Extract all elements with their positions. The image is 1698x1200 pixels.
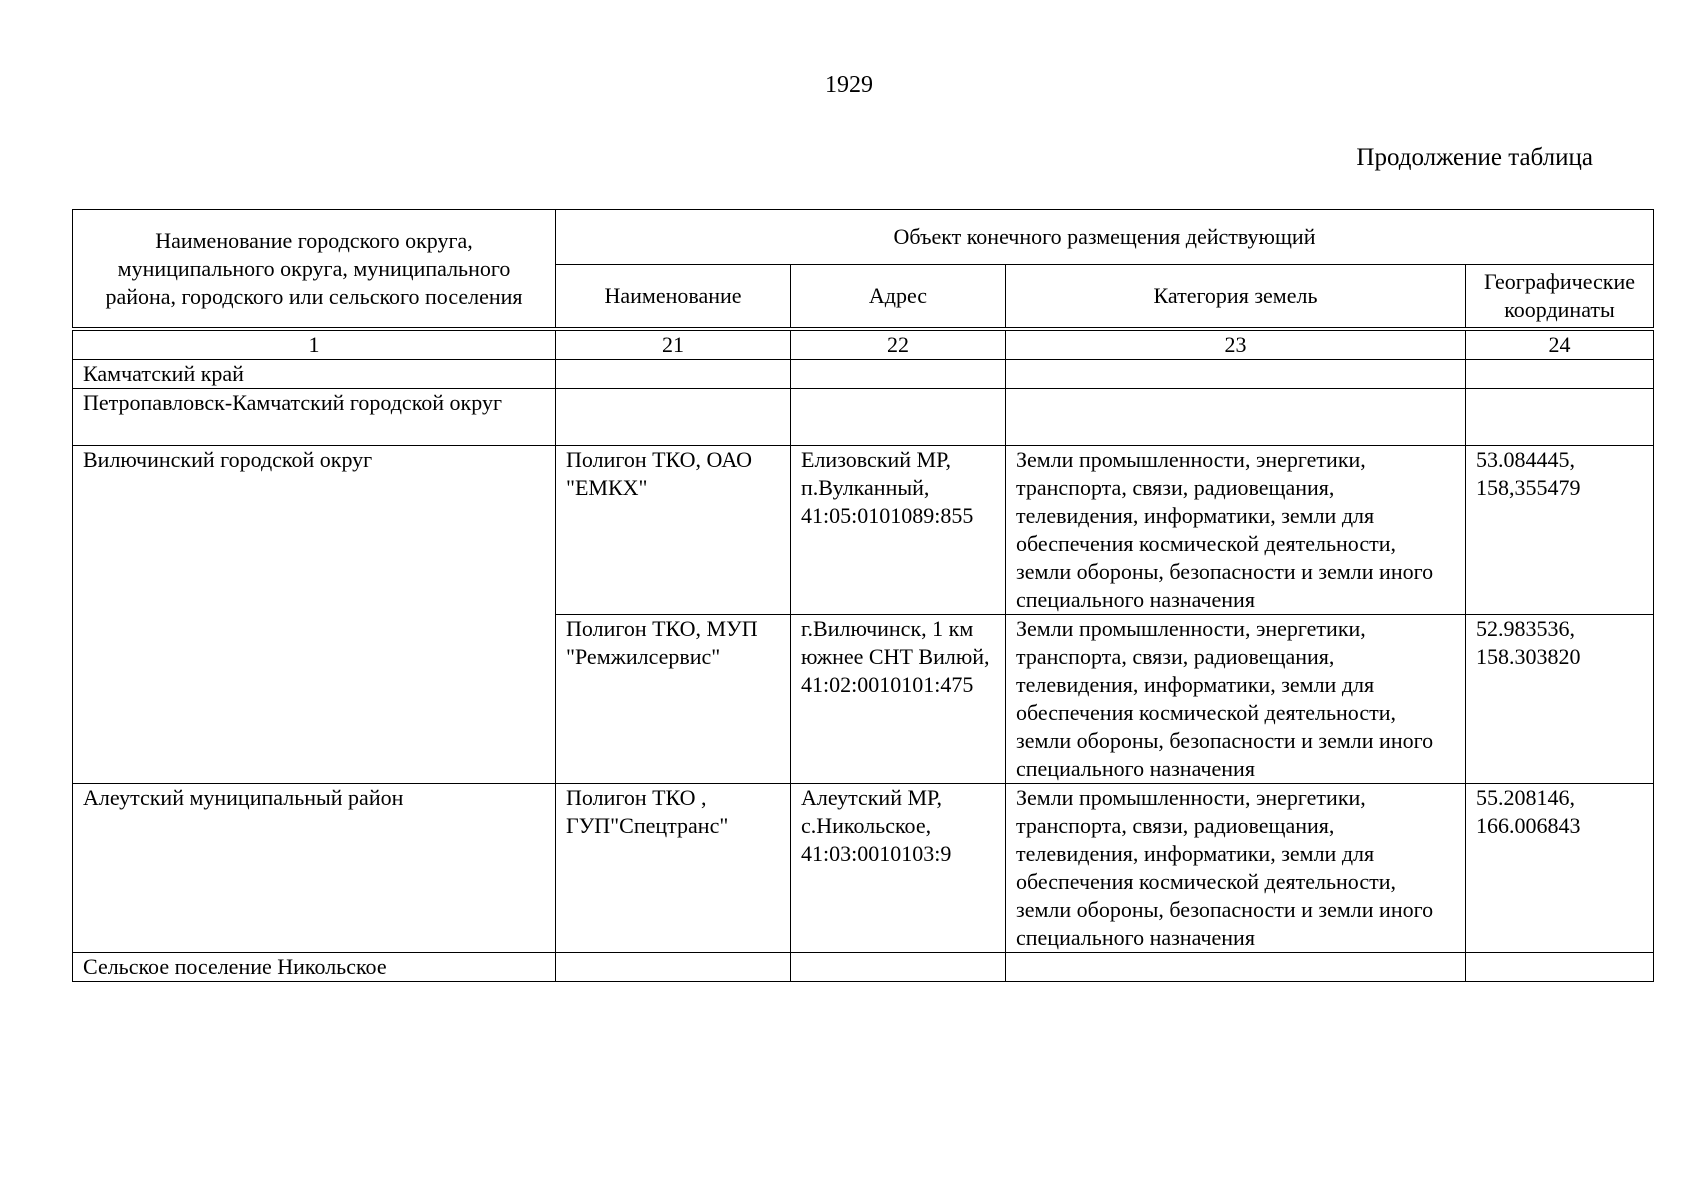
object-name-cell: Полигон ТКО , ГУП"Спецтранс" xyxy=(556,784,791,953)
territory-cell: Камчатский край xyxy=(73,360,556,389)
land-category-cell: Земли промышленности, энергетики, транспорта, связи, радиовещания, телевидения, информатики, земли для обеспечения космической деятельности, земли обороны, безопасности и земли иного специального назначения xyxy=(1006,615,1466,784)
address-cell: г.Вилючинск, 1 км южнее СНТ Вилюй, 41:02:0010101:475 xyxy=(791,615,1006,784)
header-object-group: Объект конечного размещения действующий xyxy=(556,210,1654,265)
column-number-row xyxy=(73,329,1654,360)
address-cell: Елизовский МР, п.Вулканный, 41:05:0101089:855 xyxy=(791,446,1006,615)
land-category-cell xyxy=(1006,360,1466,389)
territory-cell: Сельское поселение Никольское xyxy=(73,953,556,982)
land-category-cell: Земли промышленности, энергетики, транспорта, связи, радиовещания, телевидения, информатики, земли для обеспечения космической деятельности, земли обороны, безопасности и земли иного специального назначения xyxy=(1006,784,1466,953)
object-name-cell xyxy=(556,360,791,389)
address-cell xyxy=(791,389,1006,446)
object-name-cell xyxy=(556,389,791,446)
continuation-label: Продолжение таблица xyxy=(1356,144,1593,171)
coordinates-cell xyxy=(1466,953,1654,982)
land-category-cell xyxy=(1006,389,1466,446)
header-name: Наименование xyxy=(556,265,791,330)
address-cell xyxy=(791,953,1006,982)
column-number: 1 xyxy=(73,329,556,360)
object-name-cell: Полигон ТКО, МУП "Ремжилсервис" xyxy=(556,615,791,784)
table-row xyxy=(73,360,1654,389)
address-cell: Алеутский МР, с.Никольское, 41:03:0010103:9 xyxy=(791,784,1006,953)
column-number: 22 xyxy=(791,329,1006,360)
address-cell xyxy=(791,360,1006,389)
page-number: 1929 xyxy=(825,72,873,98)
coordinates-cell xyxy=(1466,389,1654,446)
data-table xyxy=(72,209,1654,982)
header-territory: Наименование городского округа, муниципального округа, муниципального района, городского или сельского поселения xyxy=(73,210,556,330)
coordinates-cell: 53.084445, 158,355479 xyxy=(1466,446,1654,615)
column-number: 24 xyxy=(1466,329,1654,360)
territory-cell: Петропавловск-Камчатский городской округ xyxy=(73,389,556,446)
header-address: Адрес xyxy=(791,265,1006,330)
table-row xyxy=(73,446,1654,615)
coordinates-cell: 55.208146, 166.006843 xyxy=(1466,784,1654,953)
territory-cell: Вилючинский городской округ xyxy=(73,446,556,784)
object-name-cell: Полигон ТКО, ОАО "ЕМКХ" xyxy=(556,446,791,615)
table-row xyxy=(73,784,1654,953)
table-row xyxy=(73,389,1654,446)
header-land-category: Категория земель xyxy=(1006,265,1466,330)
land-category-cell xyxy=(1006,953,1466,982)
coordinates-cell xyxy=(1466,360,1654,389)
land-category-cell: Земли промышленности, энергетики, транспорта, связи, радиовещания, телевидения, информатики, земли для обеспечения космической деятельности, земли обороны, безопасности и земли иного специального назначения xyxy=(1006,446,1466,615)
territory-cell: Алеутский муниципальный район xyxy=(73,784,556,953)
column-number: 23 xyxy=(1006,329,1466,360)
column-number: 21 xyxy=(556,329,791,360)
coordinates-cell: 52.983536, 158.303820 xyxy=(1466,615,1654,784)
object-name-cell xyxy=(556,953,791,982)
header-coordinates: Географические координаты xyxy=(1466,265,1654,330)
table-row xyxy=(73,953,1654,982)
